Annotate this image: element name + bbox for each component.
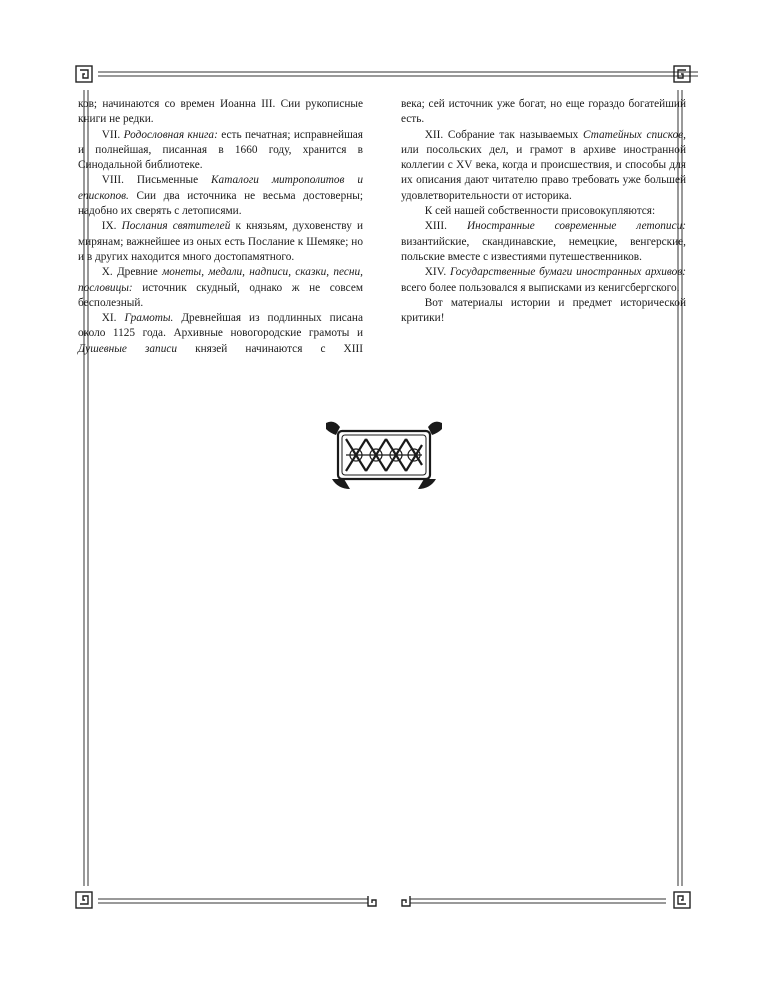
paragraph: XIII. Иностранные современные летописи: византийские, скандинавские, немецкие, венгерские, польские вместе с известиями путешественников. (401, 220, 686, 263)
paragraph: ков; начинаются со времен Иоанна III. Сии рукописные книги не редки. (78, 98, 363, 126)
paragraph: Вот материалы истории и предмет исторической критики! (401, 296, 686, 325)
celtic-knot-ornament (322, 417, 446, 493)
paragraph: X. Древние монеты, медали, надписи, сказки, песни, пословицы: источник скудный, однако ж не совсем бесполезный. (78, 266, 363, 309)
paragraph: XIV. Государственные бумаги иностранных архивов: всего более пользовался я выписками из кенигсбергского. (401, 266, 686, 294)
left-text-column (78, 97, 363, 357)
paragraph: IX. Послания святителей к князьям, духовенству и мирянам; важнейшее из оных есть Послание к Шемяке; но и в других находится много достопамятного. (78, 220, 364, 263)
right-text-column (401, 97, 686, 326)
paragraph: VIII. Письменные Каталоги митрополитов и епископов. Сии два источника не весьма достоверны; надобно их сверять с летописями. (78, 174, 363, 218)
paragraph: века; сей источник уже богат, но еще гораздо богатейший есть. (401, 98, 686, 126)
paragraph: XII. Собрание так называемых Статейных списков, или посольских дел, и грамот в архиве иностранной коллегии с XV века, когда и происшествия, и способы для их описания дают читателю право требовать уже большей удовлетворительности от историка. (401, 128, 686, 202)
paragraph: XI. Грамоты. Древнейшая из подлинных писана около 1125 года. Архивные новогородские грамоты и Душевные записи князей начинаются с XIII (78, 312, 363, 355)
paragraph: К сей нашей собственности присовокупляются: (424, 205, 656, 218)
paragraph: VII. Родословная книга: есть печатная; исправнейшая и полнейшая, писанная в 1660 году, хранится в Синодальной библиотеке. (78, 128, 363, 172)
